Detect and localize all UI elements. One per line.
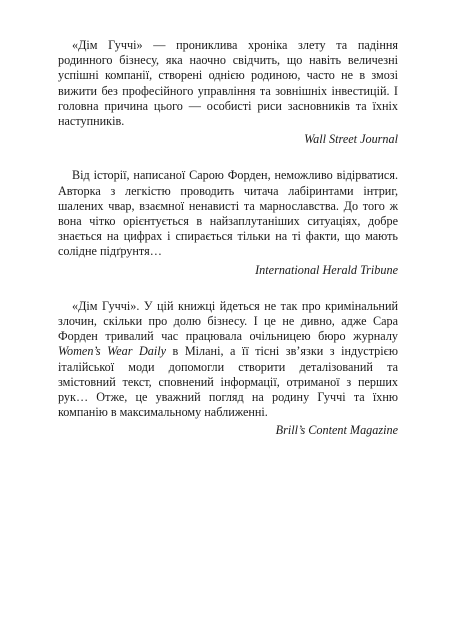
quote-source: Wall Street Journal bbox=[304, 132, 398, 147]
quote-text-segment: Від історії, написаної Сарою Форден, неможливо відірватися. Авторка з легкістю проводить читача лабіринтами інтриг, шалених чвар, взаємної ненависті та марнославства. До того ж вона чітко орієнтується в найзаплутаніших ситуаціях, добре знається на цифрах і спирається тільки на ті факти, що мають солідне підґрунтя… bbox=[58, 168, 398, 259]
quote-text bbox=[58, 38, 398, 129]
quote-text-segment: «Дім Гуччі» — прониклива хроніка злету та падіння родинного бізнесу, яка наочно свідчить, що навіть величезні успішні компанії, створені однією родиною, часто не в змозі вижити без професійного управління та зовнішніх інвестицій. І головна причина цього — особисті риси засновників та їхніх наступників. bbox=[58, 38, 398, 129]
magazine-title: Women’s Wear Daily bbox=[58, 344, 167, 359]
quote-text bbox=[58, 168, 398, 259]
quote-text bbox=[58, 299, 398, 421]
back-cover-quotes bbox=[58, 38, 398, 460]
quote-text-segment: в Мілані, а її тісні зв’язки з індустрією італійської моди допомогли створити деталізований та змістовний текст, сповнений інформації, отриманої з перших рук… Отже, це уважний погляд на родину Гуччі та їхню компанію в максимальному наближенні. bbox=[58, 344, 399, 420]
quote-source: Brill’s Content Magazine bbox=[275, 423, 398, 438]
quote-block-2 bbox=[58, 168, 398, 277]
quote-text-segment: «Дім Гуччі». У цій книжці йдеться не так про кримінальний злочин, скільки про долю бізнесу. І це не дивно, адже Сара Форден тривалий час працювала очільницею бюро журналу bbox=[58, 298, 398, 344]
quote-source: International Herald Tribune bbox=[255, 262, 398, 277]
quote-block-1 bbox=[58, 38, 398, 147]
quote-block-3 bbox=[58, 299, 398, 439]
